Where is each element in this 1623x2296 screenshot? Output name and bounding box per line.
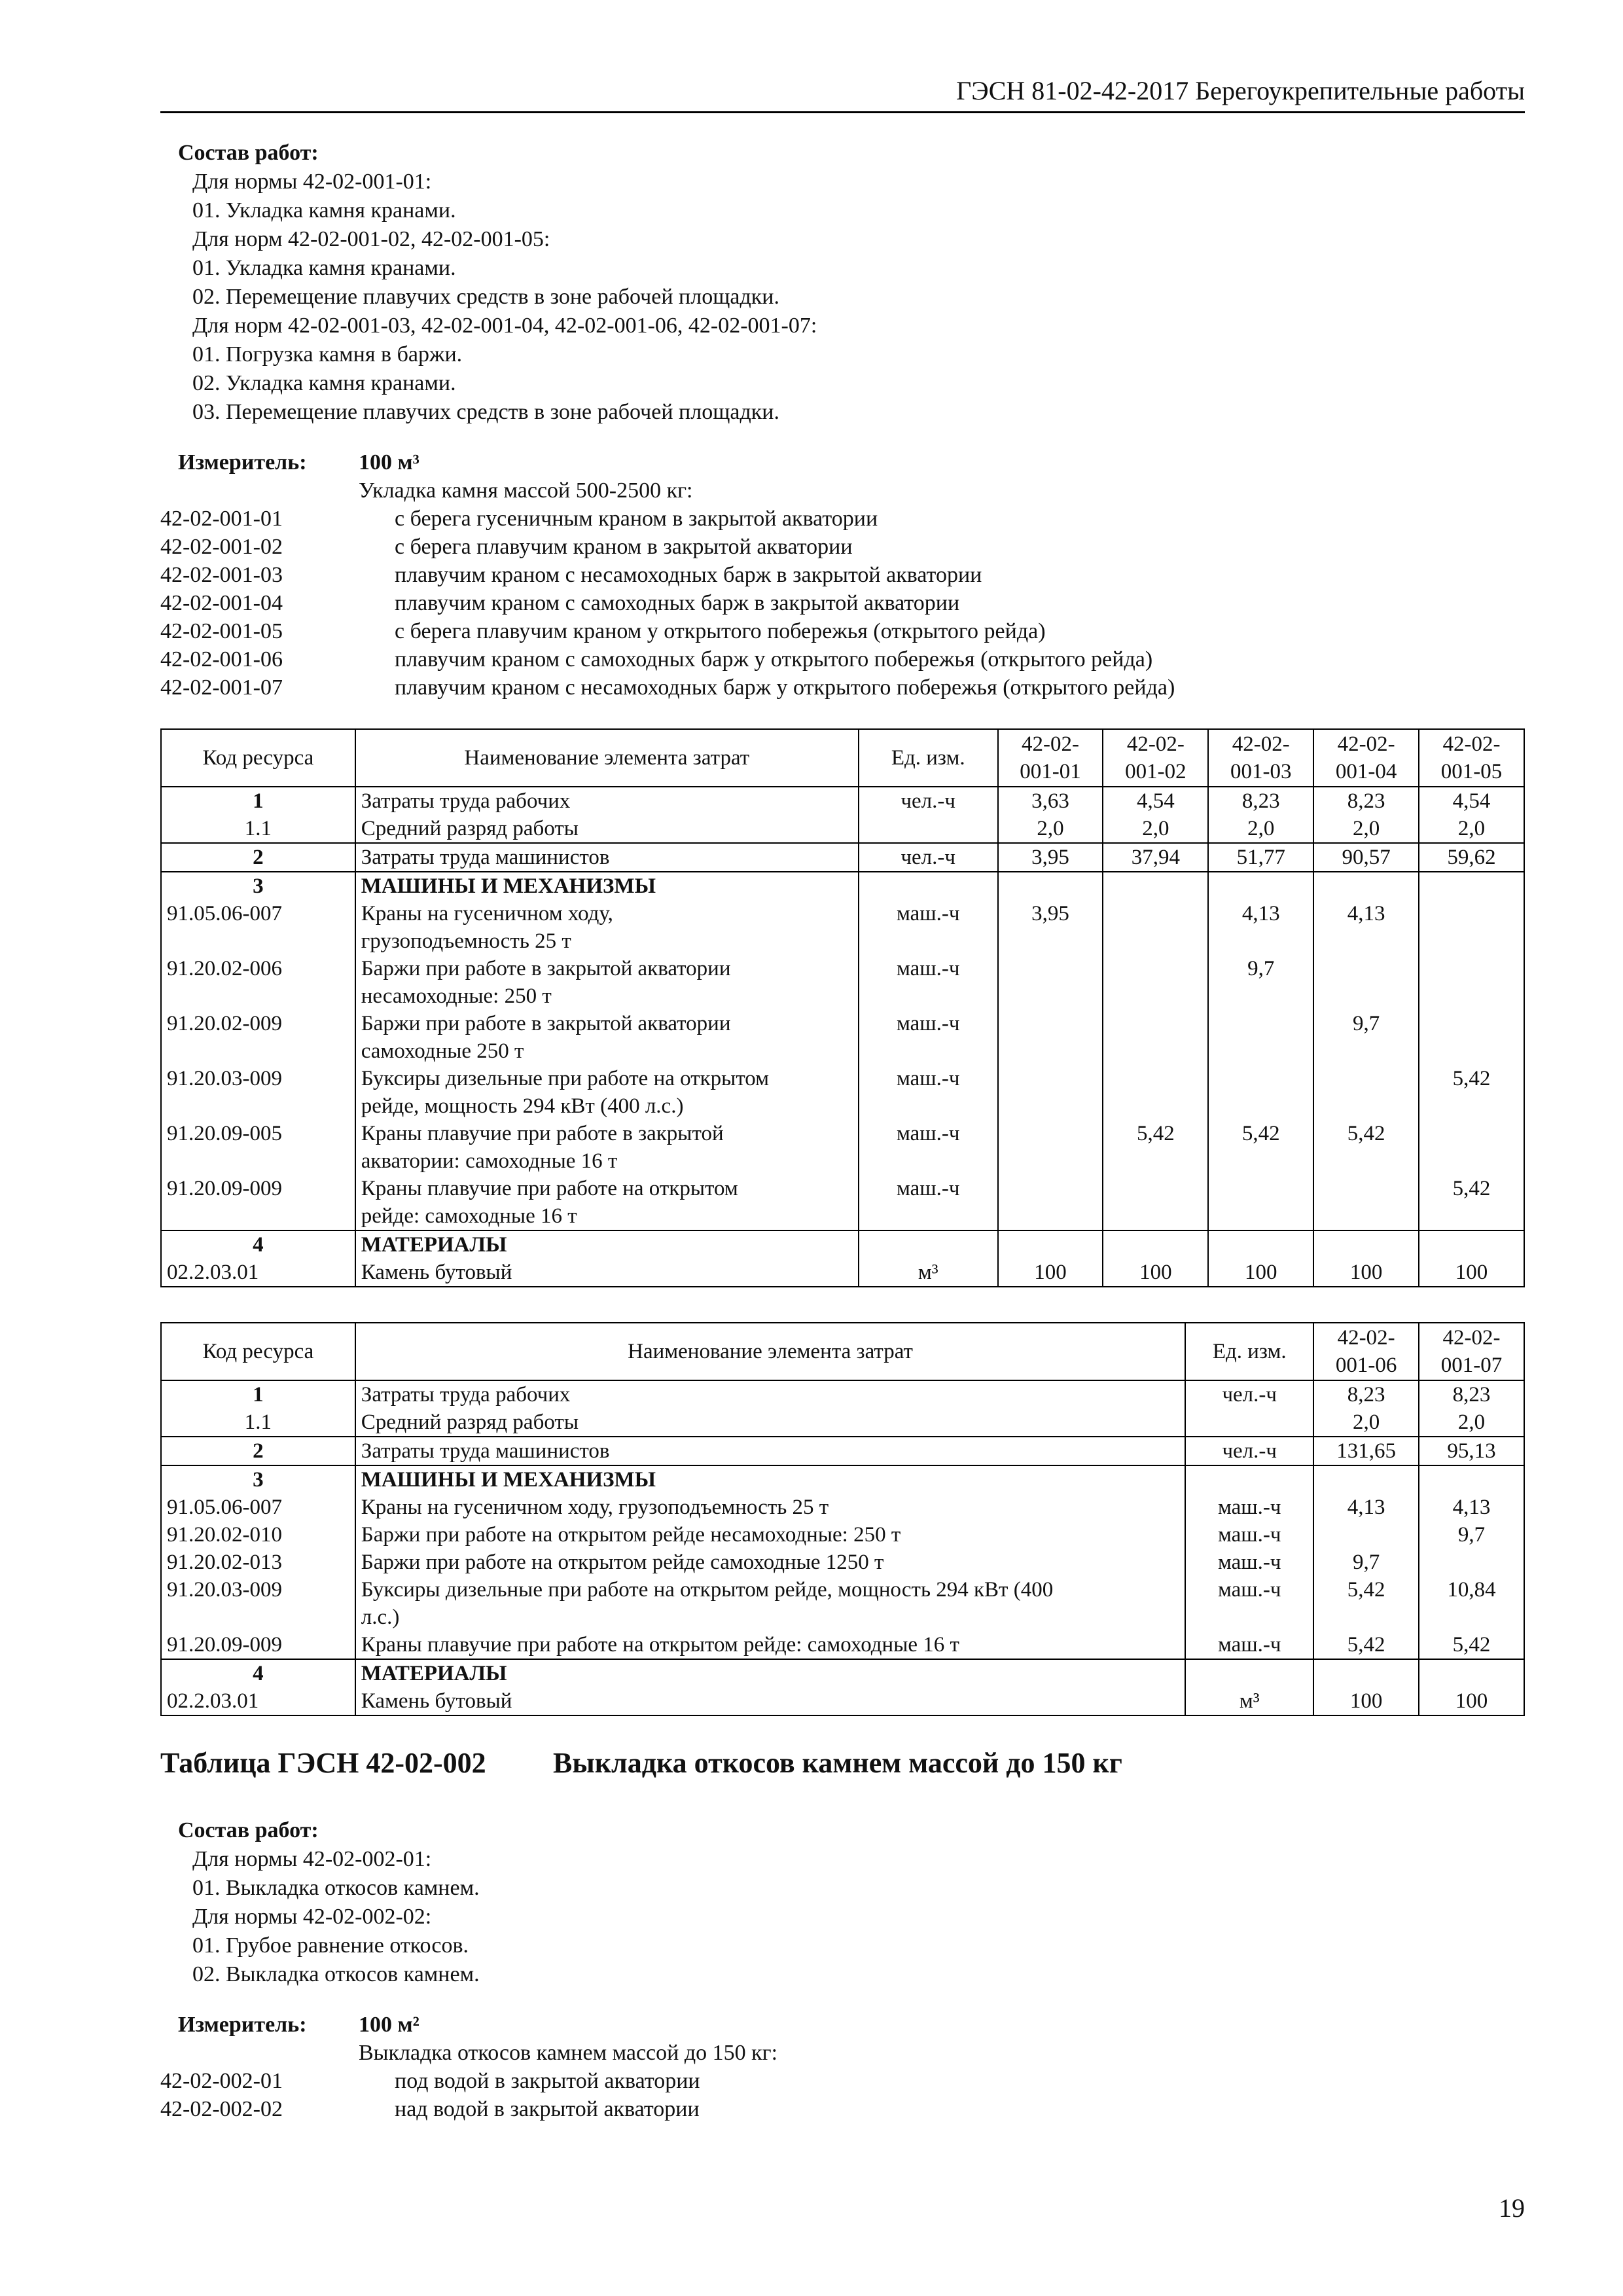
resource-code: 91.05.06-007 — [161, 1494, 355, 1521]
norm-value: 2,0 — [1419, 1408, 1524, 1437]
table-row — [161, 1521, 1524, 1549]
norm-value — [998, 1010, 1103, 1065]
norm-value: 9,7 — [1208, 955, 1313, 1010]
col-header-code: Код ресурса — [161, 1323, 355, 1380]
norm-value: 5,42 — [1208, 1120, 1313, 1175]
norm-value: 5,42 — [1419, 1631, 1524, 1659]
table-row — [161, 1065, 1524, 1120]
table-row — [161, 900, 1524, 955]
norm-value — [1208, 872, 1313, 900]
norm-value: 4,54 — [1419, 787, 1524, 815]
resource-code: 91.20.03-009 — [161, 1576, 355, 1631]
norm-value: 100 — [1313, 1687, 1419, 1715]
table-row — [161, 1408, 1524, 1437]
norm-value: 131,65 — [1313, 1437, 1419, 1465]
table-row — [161, 1549, 1524, 1576]
norm-value: 100 — [1419, 1259, 1524, 1287]
col-header-norm: 42-02- 001-06 — [1313, 1323, 1419, 1380]
table-row — [161, 1659, 1524, 1687]
resource-code: 91.20.02-009 — [161, 1010, 355, 1065]
resource-unit — [859, 1230, 998, 1259]
norm-value: 90,57 — [1313, 843, 1419, 872]
norm-value — [1419, 1120, 1524, 1175]
norm-value — [998, 1230, 1103, 1259]
col-header-norm: 42-02- 001-07 — [1419, 1323, 1524, 1380]
table-title: Выкладка откосов камнем массой до 150 кг — [553, 1747, 1122, 1779]
norm-description: под водой в закрытой акватории — [395, 2069, 700, 2093]
resource-unit — [1185, 1465, 1313, 1494]
resource-name: Средний разряд работы — [355, 815, 859, 843]
norm-value — [1419, 1659, 1524, 1687]
resource-code: 91.20.02-010 — [161, 1521, 355, 1549]
resource-code: 2 — [161, 1437, 355, 1465]
work-step-line: 01. Грубое равнение откосов. — [192, 1933, 469, 1958]
norm-value — [1208, 1230, 1313, 1259]
work-step-line: Для нормы 42-02-002-01: — [192, 1847, 432, 1871]
measure-desc: Выкладка откосов камнем массой до 150 кг: — [359, 2041, 778, 2065]
col-header-name: Наименование элемента затрат — [355, 729, 859, 787]
resource-unit: маш.-ч — [1185, 1494, 1313, 1521]
norm-value: 2,0 — [1208, 815, 1313, 843]
resource-name: Баржи при работе на открытом рейде несамоходные: 250 т — [355, 1521, 1186, 1549]
resource-code: 1.1 — [161, 1408, 355, 1437]
table-row — [161, 872, 1524, 900]
resource-code: 91.20.09-009 — [161, 1175, 355, 1230]
norm-value: 100 — [998, 1259, 1103, 1287]
norm-value — [998, 1120, 1103, 1175]
resource-code: 3 — [161, 872, 355, 900]
measure-label: Измеритель: — [178, 2013, 307, 2037]
table-row — [161, 1175, 1524, 1230]
table-row — [161, 1230, 1524, 1259]
resource-name: Камень бутовый — [355, 1259, 859, 1287]
norm-code: 42-02-002-01 — [160, 2069, 283, 2093]
resource-name: Камень бутовый — [355, 1687, 1186, 1715]
measure-value: 100 м³ — [359, 450, 419, 475]
col-header-code: Код ресурса — [161, 729, 355, 787]
resource-code: 4 — [161, 1659, 355, 1687]
norm-value — [1419, 1549, 1524, 1576]
norm-value — [1313, 1230, 1419, 1259]
norm-value — [1419, 872, 1524, 900]
resource-unit: чел.-ч — [1185, 1437, 1313, 1465]
work-composition-lines — [178, 168, 817, 427]
resource-name: Краны плавучие при работе в закрытой акватории: самоходные 16 т — [355, 1120, 859, 1175]
table-row — [161, 1687, 1524, 1715]
norm-value: 4,13 — [1419, 1494, 1524, 1521]
norm-value: 95,13 — [1419, 1437, 1524, 1465]
resource-unit — [1185, 1659, 1313, 1687]
table-row — [161, 1494, 1524, 1521]
norm-value — [1103, 1175, 1208, 1230]
work-step-line: Для норм 42-02-001-03, 42-02-001-04, 42-02-001-06, 42-02-001-07: — [192, 314, 817, 338]
resource-unit: маш.-ч — [1185, 1631, 1313, 1659]
measure-value: 100 м² — [359, 2013, 419, 2037]
resource-name: Затраты труда машинистов — [355, 843, 859, 872]
norm-description: с берега плавучим краном в закрытой акватории — [395, 535, 853, 559]
norm-value — [998, 1175, 1103, 1230]
norm-code: 42-02-001-02 — [160, 535, 283, 559]
resource-name: МАШИНЫ И МЕХАНИЗМЫ — [355, 872, 859, 900]
norm-value — [998, 955, 1103, 1010]
resource-name: МАШИНЫ И МЕХАНИЗМЫ — [355, 1465, 1186, 1494]
norm-value: 100 — [1208, 1259, 1313, 1287]
work-step-line: 02. Выкладка откосов камнем. — [192, 1962, 480, 1986]
resource-name: Затраты труда рабочих — [355, 787, 859, 815]
norm-value — [1419, 1465, 1524, 1494]
norm-code: 42-02-001-07 — [160, 675, 283, 700]
table-row — [161, 955, 1524, 1010]
norm-description: плавучим краном с самоходных барж у открытого побережья (открытого рейда) — [395, 647, 1153, 672]
work-composition-2 — [178, 1816, 480, 1989]
norm-code: 42-02-001-06 — [160, 647, 283, 672]
norm-value — [998, 872, 1103, 900]
resource-name: МАТЕРИАЛЫ — [355, 1230, 859, 1259]
resource-unit — [859, 815, 998, 843]
resource-code: 02.2.03.01 — [161, 1259, 355, 1287]
work-step-line: 01. Погрузка камня в баржи. — [192, 342, 463, 367]
resource-unit: чел.-ч — [1185, 1380, 1313, 1408]
norm-value — [1313, 872, 1419, 900]
table-row — [161, 1465, 1524, 1494]
table-row — [161, 1576, 1524, 1631]
norm-description: с берега гусеничным краном в закрытой акватории — [395, 507, 878, 531]
work-composition-1 — [178, 139, 817, 427]
resource-name: Затраты труда машинистов — [355, 1437, 1186, 1465]
measure-row — [178, 448, 419, 476]
resource-unit: маш.-ч — [859, 1175, 998, 1230]
table-row — [161, 1120, 1524, 1175]
resource-unit: м³ — [859, 1259, 998, 1287]
table-row — [161, 1437, 1524, 1465]
resource-code: 1 — [161, 1380, 355, 1408]
norm-value: 2,0 — [1313, 1408, 1419, 1437]
table-row — [161, 1631, 1524, 1659]
col-header-norm: 42-02- 001-02 — [1103, 729, 1208, 787]
norm-value: 5,42 — [1313, 1576, 1419, 1631]
resource-name: Баржи при работе в закрытой акватории самоходные 250 т — [355, 1010, 859, 1065]
resource-unit: чел.-ч — [859, 843, 998, 872]
page-header: ГЭСН 81-02-42-2017 Берегоукрепительные работы — [160, 72, 1525, 113]
resource-code: 91.20.03-009 — [161, 1065, 355, 1120]
norm-code: 42-02-001-03 — [160, 563, 283, 587]
norm-value — [1103, 1065, 1208, 1120]
norm-value: 3,95 — [998, 843, 1103, 872]
measure-row — [178, 2011, 419, 2039]
table-row — [161, 1380, 1524, 1408]
norm-value: 5,42 — [1103, 1120, 1208, 1175]
norm-value: 100 — [1419, 1687, 1524, 1715]
resource-code: 1.1 — [161, 815, 355, 843]
resource-code: 2 — [161, 843, 355, 872]
norm-value — [1313, 1659, 1419, 1687]
resource-code: 3 — [161, 1465, 355, 1494]
resource-code: 91.05.06-007 — [161, 900, 355, 955]
norm-value: 59,62 — [1419, 843, 1524, 872]
resource-unit — [1185, 1408, 1313, 1437]
norm-value: 2,0 — [1313, 815, 1419, 843]
norm-value: 8,23 — [1313, 1380, 1419, 1408]
col-header-norm: 42-02- 001-03 — [1208, 729, 1313, 787]
norm-value: 4,13 — [1313, 1494, 1419, 1521]
col-header-norm: 42-02- 001-05 — [1419, 729, 1524, 787]
norm-value — [1313, 1465, 1419, 1494]
resource-name: Средний разряд работы — [355, 1408, 1186, 1437]
work-composition-title: Состав работ: — [178, 1818, 319, 1842]
resource-code: 91.20.09-009 — [161, 1631, 355, 1659]
norm-value — [1419, 1010, 1524, 1065]
work-step-line: 02. Перемещение плавучих средств в зоне рабочей площадки. — [192, 285, 779, 309]
norm-value: 2,0 — [1419, 815, 1524, 843]
col-header-name: Наименование элемента затрат — [355, 1323, 1186, 1380]
norm-value: 10,84 — [1419, 1576, 1524, 1631]
work-step-line: 02. Укладка камня кранами. — [192, 371, 456, 395]
norm-description: плавучим краном с самоходных барж в закрытой акватории — [395, 591, 960, 615]
col-header-unit: Ед. изм. — [859, 729, 998, 787]
norm-value: 8,23 — [1313, 787, 1419, 815]
norm-value — [1103, 1230, 1208, 1259]
norm-value — [1419, 900, 1524, 955]
norm-description: плавучим краном с несамоходных барж у открытого побережья (открытого рейда) — [395, 675, 1175, 700]
resource-code: 91.20.02-006 — [161, 955, 355, 1010]
norm-value — [1208, 1010, 1313, 1065]
norm-value: 5,42 — [1419, 1065, 1524, 1120]
resource-unit: маш.-ч — [1185, 1576, 1313, 1631]
norm-value: 9,7 — [1419, 1521, 1524, 1549]
resource-unit: маш.-ч — [859, 1065, 998, 1120]
table-title-2 — [160, 1746, 1122, 1780]
table-row — [161, 1259, 1524, 1287]
resource-unit: маш.-ч — [859, 1120, 998, 1175]
resource-name: Краны на гусеничном ходу, грузоподъемность 25 т — [355, 900, 859, 955]
resource-unit: маш.-ч — [859, 955, 998, 1010]
norm-value — [1313, 1175, 1419, 1230]
norm-description: плавучим краном с несамоходных барж в закрытой акватории — [395, 563, 982, 587]
resource-table-2 — [160, 1322, 1525, 1716]
resource-code: 91.20.09-005 — [161, 1120, 355, 1175]
resource-unit: маш.-ч — [859, 1010, 998, 1065]
norm-value: 3,95 — [998, 900, 1103, 955]
work-step-line: 01. Укладка камня кранами. — [192, 198, 456, 223]
resource-code: 91.20.02-013 — [161, 1549, 355, 1576]
work-step-line: Для норм 42-02-001-02, 42-02-001-05: — [192, 227, 550, 251]
resource-name: Краны плавучие при работе на открытом рейде: самоходные 16 т — [355, 1631, 1186, 1659]
norm-value: 5,42 — [1419, 1175, 1524, 1230]
norm-value: 4,13 — [1208, 900, 1313, 955]
norm-value: 5,42 — [1313, 1631, 1419, 1659]
norm-description: с берега плавучим краном у открытого побережья (открытого рейда) — [395, 619, 1046, 643]
resource-code: 02.2.03.01 — [161, 1687, 355, 1715]
resource-name: Баржи при работе в закрытой акватории несамоходные: 250 т — [355, 955, 859, 1010]
resource-unit: маш.-ч — [859, 900, 998, 955]
norm-value: 100 — [1103, 1259, 1208, 1287]
norm-value — [1103, 1010, 1208, 1065]
resource-name: МАТЕРИАЛЫ — [355, 1659, 1186, 1687]
norm-value: 4,13 — [1313, 900, 1419, 955]
resource-name: Баржи при работе на открытом рейде самоходные 1250 т — [355, 1549, 1186, 1576]
table-row — [161, 815, 1524, 843]
norm-value — [1419, 1230, 1524, 1259]
table-row — [161, 787, 1524, 815]
resource-name: Краны плавучие при работе на открытом рейде: самоходные 16 т — [355, 1175, 859, 1230]
norm-value — [1103, 955, 1208, 1010]
resource-table-1 — [160, 728, 1525, 1287]
norm-value: 4,54 — [1103, 787, 1208, 815]
norm-value — [1313, 1065, 1419, 1120]
norm-value — [1313, 955, 1419, 1010]
measure-label: Измеритель: — [178, 450, 307, 475]
norm-code: 42-02-002-02 — [160, 2097, 283, 2121]
norm-value: 100 — [1313, 1259, 1419, 1287]
table-label: Таблица ГЭСН 42-02-002 — [160, 1747, 486, 1779]
resource-unit: маш.-ч — [1185, 1549, 1313, 1576]
norm-value: 5,42 — [1313, 1120, 1419, 1175]
norm-value: 37,94 — [1103, 843, 1208, 872]
measure-desc: Укладка камня массой 500-2500 кг: — [359, 478, 693, 503]
work-step-line: Для нормы 42-02-002-02: — [192, 1905, 432, 1929]
norm-value: 8,23 — [1208, 787, 1313, 815]
norm-value — [1313, 1521, 1419, 1549]
norm-value — [1103, 900, 1208, 955]
table-row — [161, 1010, 1524, 1065]
col-header-unit: Ед. изм. — [1185, 1323, 1313, 1380]
norm-code: 42-02-001-01 — [160, 507, 283, 531]
table-row — [161, 843, 1524, 872]
norm-value — [1103, 872, 1208, 900]
page-number: 19 — [1499, 2193, 1525, 2223]
norm-value: 9,7 — [1313, 1010, 1419, 1065]
work-step-line: 01. Укладка камня кранами. — [192, 256, 456, 280]
resource-unit — [859, 872, 998, 900]
resource-code: 4 — [161, 1230, 355, 1259]
resource-name: Буксиры дизельные при работе на открытом рейде, мощность 294 кВт (400 л.с.) — [355, 1576, 1186, 1631]
norm-description: над водой в закрытой акватории — [395, 2097, 700, 2121]
resource-unit: чел.-ч — [859, 787, 998, 815]
work-step-line: Для нормы 42-02-001-01: — [192, 170, 432, 194]
resource-code: 1 — [161, 787, 355, 815]
norm-value: 2,0 — [998, 815, 1103, 843]
norm-value: 9,7 — [1313, 1549, 1419, 1576]
norm-code: 42-02-001-04 — [160, 591, 283, 615]
col-header-norm: 42-02- 001-04 — [1313, 729, 1419, 787]
col-header-norm: 42-02- 001-01 — [998, 729, 1103, 787]
norm-value — [998, 1065, 1103, 1120]
norm-value — [1208, 1065, 1313, 1120]
resource-name: Буксиры дизельные при работе на открытом рейде, мощность 294 кВт (400 л.с.) — [355, 1065, 859, 1120]
work-composition-title: Состав работ: — [178, 141, 319, 165]
norm-value: 2,0 — [1103, 815, 1208, 843]
norm-value: 3,63 — [998, 787, 1103, 815]
norm-value — [1419, 955, 1524, 1010]
work-step-line: 01. Выкладка откосов камнем. — [192, 1876, 480, 1900]
norm-code: 42-02-001-05 — [160, 619, 283, 643]
work-step-line: 03. Перемещение плавучих средств в зоне рабочей площадки. — [192, 400, 779, 424]
resource-unit: маш.-ч — [1185, 1521, 1313, 1549]
resource-name: Затраты труда рабочих — [355, 1380, 1186, 1408]
norm-value: 51,77 — [1208, 843, 1313, 872]
norm-value — [1208, 1175, 1313, 1230]
work-composition-lines — [178, 1845, 480, 1989]
resource-unit: м³ — [1185, 1687, 1313, 1715]
resource-name: Краны на гусеничном ходу, грузоподъемность 25 т — [355, 1494, 1186, 1521]
norm-value: 8,23 — [1419, 1380, 1524, 1408]
